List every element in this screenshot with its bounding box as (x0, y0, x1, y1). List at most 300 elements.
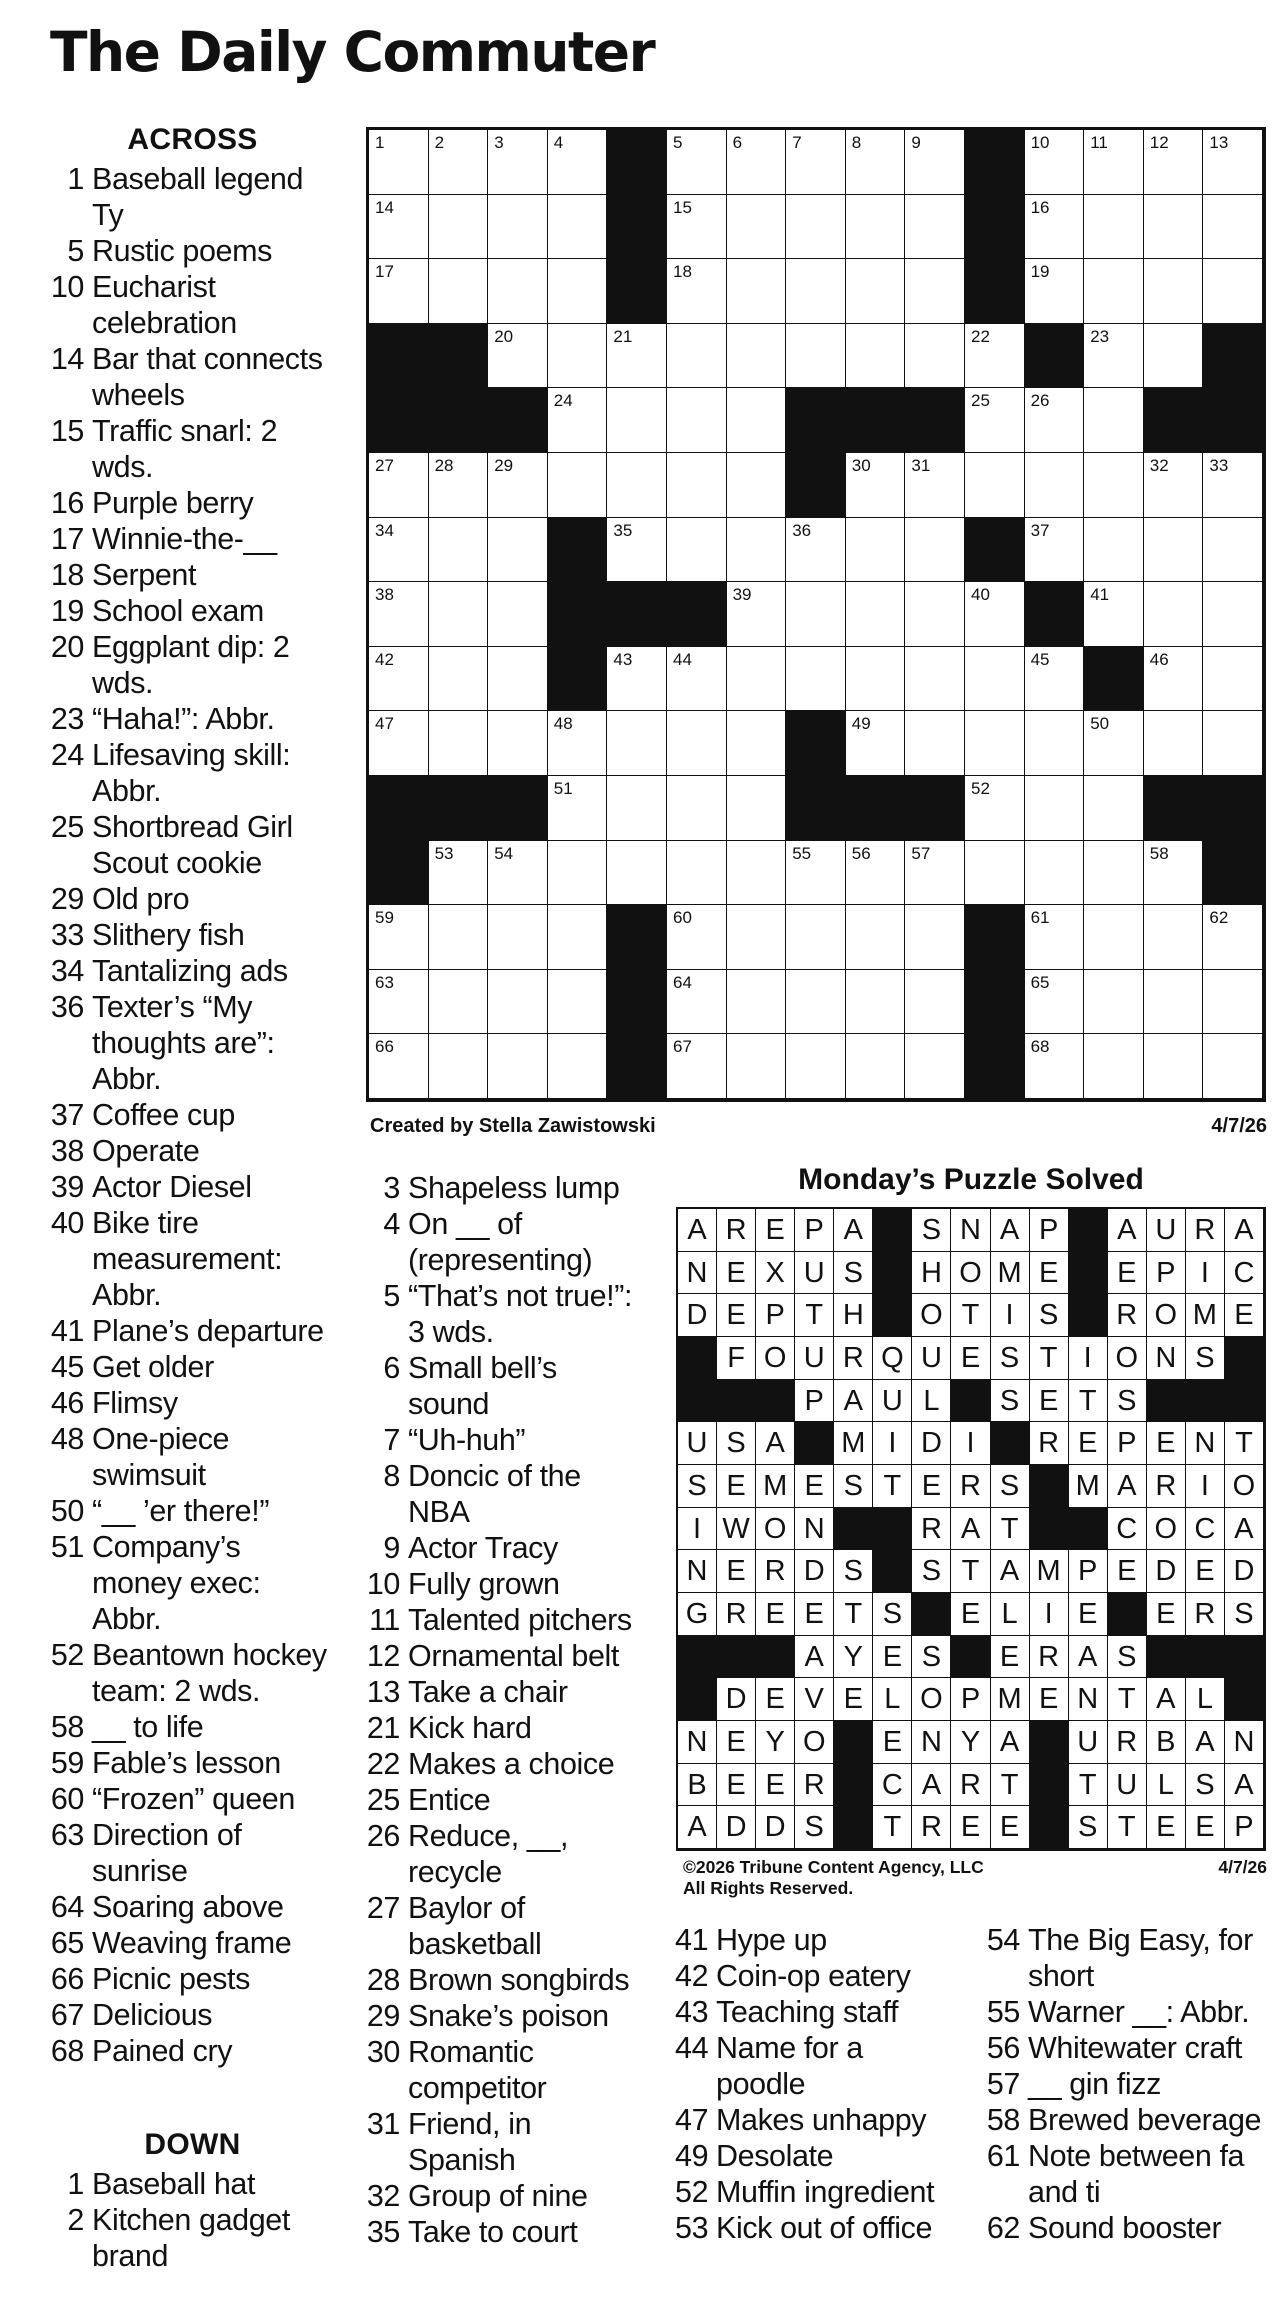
grid-cell[interactable] (369, 905, 429, 970)
grid-cell[interactable] (727, 841, 787, 906)
grid-cell[interactable] (1144, 324, 1204, 389)
across-clue-41[interactable] (48, 1313, 358, 1349)
clue-text-line (358, 1206, 658, 1242)
clue-text: Fable’s lesson (92, 1746, 281, 1780)
across-clue-37[interactable] (48, 1097, 358, 1133)
down-clue-26[interactable] (358, 1818, 658, 1890)
grid-cell[interactable] (548, 259, 608, 324)
grid-cell[interactable] (1084, 1034, 1144, 1099)
grid-cell[interactable] (846, 582, 906, 647)
solution-block (834, 1508, 873, 1551)
across-clue-65[interactable] (48, 1925, 358, 1961)
grid-cell[interactable] (488, 582, 548, 647)
clue-text: Friend, in (408, 2107, 532, 2141)
across-clue-5[interactable] (48, 233, 358, 269)
grid-cell[interactable] (905, 453, 965, 518)
clue-text: Muffin ingredient (716, 2175, 935, 2209)
grid-cell[interactable] (1203, 1034, 1263, 1099)
grid-cell[interactable] (667, 711, 727, 776)
down-clue-52[interactable] (675, 2174, 980, 2210)
grid-cell[interactable] (786, 647, 846, 712)
grid-cell[interactable] (548, 130, 608, 195)
down-clue-27[interactable] (358, 1890, 658, 1962)
solution-cell: E (873, 1636, 912, 1679)
grid-cell[interactable] (1203, 647, 1263, 712)
down-clue-42[interactable] (675, 1958, 980, 1994)
grid-cell[interactable] (1084, 776, 1144, 841)
down-clue-25[interactable] (358, 1782, 658, 1818)
grid-cell[interactable] (429, 259, 489, 324)
solution-cell: E (795, 1465, 834, 1508)
solution-cell: E (717, 1550, 756, 1593)
grid-cell[interactable] (1144, 518, 1204, 583)
grid-cell[interactable] (727, 582, 787, 647)
grid-cell[interactable] (1084, 259, 1144, 324)
grid-cell[interactable] (1084, 195, 1144, 260)
grid-cell[interactable] (667, 647, 727, 712)
grid-cell[interactable] (846, 453, 906, 518)
grid-cell[interactable] (1144, 130, 1204, 195)
grid-cell[interactable] (846, 711, 906, 776)
across-clue-33[interactable] (48, 917, 358, 953)
grid-cell[interactable] (548, 711, 608, 776)
down-clue-53[interactable] (675, 2210, 980, 2246)
down-clue-13[interactable] (358, 1674, 658, 1710)
grid-cell[interactable] (548, 841, 608, 906)
grid-cell[interactable] (905, 647, 965, 712)
grid-cell[interactable] (965, 324, 1025, 389)
grid-cell[interactable] (786, 130, 846, 195)
across-clue-67[interactable] (48, 1997, 358, 2033)
across-clue-63[interactable] (48, 1817, 358, 1889)
grid-cell-number: 44 (673, 649, 692, 669)
solution-block (1069, 1294, 1108, 1337)
grid-cell[interactable] (1203, 970, 1263, 1035)
grid-cell[interactable] (607, 388, 667, 453)
grid-cell[interactable] (905, 259, 965, 324)
grid-cell[interactable] (369, 647, 429, 712)
grid-cell[interactable] (905, 324, 965, 389)
down-clue-22[interactable] (358, 1746, 658, 1782)
grid-cell[interactable] (548, 1034, 608, 1099)
grid-cell[interactable] (548, 195, 608, 260)
solution-cell: P (1030, 1209, 1069, 1252)
grid-cell[interactable] (727, 1034, 787, 1099)
across-clue-36[interactable] (48, 989, 358, 1097)
grid-cell[interactable] (846, 647, 906, 712)
grid-cell[interactable] (607, 647, 667, 712)
down-clue-41[interactable] (675, 1922, 980, 1958)
grid-cell[interactable] (1203, 259, 1263, 324)
grid-cell[interactable] (548, 388, 608, 453)
grid-cell[interactable] (905, 130, 965, 195)
down-clue-10[interactable] (358, 1566, 658, 1602)
grid-cell[interactable] (965, 388, 1025, 453)
down-clue-21[interactable] (358, 1710, 658, 1746)
grid-cell[interactable] (607, 324, 667, 389)
grid-cell[interactable] (429, 970, 489, 1035)
solution-cell: R (717, 1593, 756, 1636)
grid-cell[interactable] (667, 518, 727, 583)
grid-cell[interactable] (786, 324, 846, 389)
grid-cell[interactable] (488, 324, 548, 389)
grid-cell[interactable] (727, 647, 787, 712)
across-clue-15[interactable] (48, 413, 358, 485)
grid-cell[interactable] (607, 776, 667, 841)
grid-cell[interactable] (1084, 582, 1144, 647)
grid-cell[interactable] (1084, 130, 1144, 195)
across-clue-38[interactable] (48, 1133, 358, 1169)
down-clue-44[interactable] (675, 2030, 980, 2102)
down-clue-5[interactable] (358, 1278, 658, 1350)
down-clue-47[interactable] (675, 2102, 980, 2138)
grid-cell[interactable] (727, 259, 787, 324)
grid-cell[interactable] (727, 776, 787, 841)
grid-cell[interactable] (965, 841, 1025, 906)
solution-cell: P (951, 1678, 990, 1721)
grid-cell[interactable] (488, 453, 548, 518)
down-clue-54[interactable] (984, 1922, 1284, 1994)
down-clue-12[interactable] (358, 1638, 658, 1674)
across-clue-45[interactable] (48, 1349, 358, 1385)
across-clue-16[interactable] (48, 485, 358, 521)
down-clue-31[interactable] (358, 2106, 658, 2178)
grid-cell[interactable] (786, 970, 846, 1035)
grid-cell[interactable] (727, 195, 787, 260)
grid-cell[interactable] (1144, 905, 1204, 970)
grid-cell[interactable] (846, 130, 906, 195)
clue-text-line (675, 1922, 980, 1958)
grid-cell[interactable] (905, 905, 965, 970)
grid-cell[interactable] (965, 776, 1025, 841)
grid-cell[interactable] (786, 905, 846, 970)
grid-cell[interactable] (846, 1034, 906, 1099)
grid-block (667, 582, 727, 647)
across-clue-40[interactable] (48, 1205, 358, 1313)
across-clue-58[interactable] (48, 1709, 358, 1745)
grid-cell[interactable] (965, 582, 1025, 647)
across-clue-19[interactable] (48, 593, 358, 629)
grid-cell[interactable] (1203, 711, 1263, 776)
across-clue-59[interactable] (48, 1745, 358, 1781)
grid-cell[interactable] (905, 1034, 965, 1099)
grid-cell[interactable] (1084, 324, 1144, 389)
clue-text-line (48, 1493, 358, 1529)
solution-block (1069, 1209, 1108, 1252)
grid-block (905, 388, 965, 453)
grid-cell[interactable] (846, 324, 906, 389)
grid-cell[interactable] (1203, 453, 1263, 518)
grid-cell[interactable] (1144, 711, 1204, 776)
grid-cell[interactable] (727, 905, 787, 970)
grid-cell[interactable] (1025, 711, 1085, 776)
grid-cell[interactable] (667, 1034, 727, 1099)
down-clue-3[interactable] (358, 1170, 658, 1206)
down-clue-55[interactable] (984, 1994, 1284, 2030)
grid-cell[interactable] (667, 970, 727, 1035)
grid-cell[interactable] (607, 518, 667, 583)
grid-cell[interactable] (786, 259, 846, 324)
grid-cell[interactable] (1144, 647, 1204, 712)
across-clue-66[interactable] (48, 1961, 358, 1997)
grid-cell[interactable] (1025, 195, 1085, 260)
grid-cell[interactable] (905, 841, 965, 906)
grid-cell[interactable] (488, 1034, 548, 1099)
grid-cell[interactable] (727, 324, 787, 389)
grid-cell[interactable] (965, 453, 1025, 518)
grid-cell[interactable] (667, 388, 727, 453)
grid-cell[interactable] (667, 776, 727, 841)
grid-cell[interactable] (667, 195, 727, 260)
down-clue-57[interactable] (984, 2066, 1284, 2102)
down-clue-29[interactable] (358, 1998, 658, 2034)
across-clue-1[interactable] (48, 161, 358, 233)
grid-cell[interactable] (1203, 195, 1263, 260)
solution-cell: S (795, 1806, 834, 1849)
grid-cell[interactable] (786, 841, 846, 906)
grid-cell[interactable] (369, 130, 429, 195)
grid-cell[interactable] (1144, 582, 1204, 647)
across-clue-46[interactable] (48, 1385, 358, 1421)
grid-cell[interactable] (786, 518, 846, 583)
grid-cell[interactable] (786, 195, 846, 260)
grid-cell[interactable] (667, 453, 727, 518)
grid-cell[interactable] (1084, 711, 1144, 776)
grid-cell[interactable] (1203, 518, 1263, 583)
across-clue-51[interactable] (48, 1529, 358, 1637)
grid-cell[interactable] (1144, 970, 1204, 1035)
grid-cell[interactable] (488, 518, 548, 583)
clue-text-line: thoughts are”: (92, 1026, 275, 1060)
grid-cell[interactable] (667, 130, 727, 195)
grid-cell[interactable] (607, 453, 667, 518)
grid-cell[interactable] (488, 259, 548, 324)
grid-cell[interactable] (1025, 647, 1085, 712)
down-clue-35[interactable] (358, 2214, 658, 2250)
clue-text-line (48, 917, 358, 953)
clue-number: 17 (50, 522, 84, 556)
down-clue-6[interactable] (358, 1350, 658, 1422)
grid-cell[interactable] (667, 324, 727, 389)
across-clue-10[interactable] (48, 269, 358, 341)
grid-cell[interactable] (1025, 453, 1085, 518)
grid-cell[interactable] (965, 711, 1025, 776)
grid-cell[interactable] (1084, 388, 1144, 453)
grid-cell[interactable] (369, 518, 429, 583)
grid-cell[interactable] (1025, 905, 1085, 970)
grid-cell[interactable] (1025, 841, 1085, 906)
grid-cell[interactable] (1025, 518, 1085, 583)
grid-cell[interactable] (1203, 130, 1263, 195)
grid-cell[interactable] (1025, 970, 1085, 1035)
solution-cell: O (1147, 1294, 1186, 1337)
grid-cell[interactable] (369, 453, 429, 518)
clue-text: Baylor of (408, 1891, 525, 1925)
grid-cell[interactable] (1084, 841, 1144, 906)
grid-block (607, 970, 667, 1035)
grid-cell[interactable] (727, 130, 787, 195)
grid-cell[interactable] (1025, 1034, 1085, 1099)
clue-text: Warner __: Abbr. (1028, 1995, 1250, 2029)
grid-cell[interactable] (488, 711, 548, 776)
grid-block (548, 518, 608, 583)
down-clue-62[interactable] (984, 2210, 1284, 2246)
grid-cell[interactable] (429, 647, 489, 712)
grid-cell[interactable] (369, 195, 429, 260)
across-clue-60[interactable] (48, 1781, 358, 1817)
across-clue-25[interactable] (48, 809, 358, 881)
grid-cell[interactable] (1144, 453, 1204, 518)
grid-cell[interactable] (488, 841, 548, 906)
grid-cell[interactable] (727, 711, 787, 776)
down-clue-11[interactable] (358, 1602, 658, 1638)
grid-cell[interactable] (727, 518, 787, 583)
across-clue-50[interactable] (48, 1493, 358, 1529)
down-clue-28[interactable] (358, 1962, 658, 1998)
grid-cell[interactable] (548, 453, 608, 518)
grid-cell-number: 50 (1090, 714, 1110, 734)
grid-cell[interactable] (548, 776, 608, 841)
grid-cell-number: 60 (673, 908, 692, 928)
down-clue-56[interactable] (984, 2030, 1284, 2066)
grid-cell[interactable] (488, 905, 548, 970)
grid-cell[interactable] (429, 1034, 489, 1099)
across-clue-14[interactable] (48, 341, 358, 413)
clue-text-line (48, 1925, 358, 1961)
grid-cell[interactable] (727, 388, 787, 453)
grid-cell[interactable] (846, 195, 906, 260)
grid-cell[interactable] (1025, 388, 1085, 453)
grid-cell[interactable] (905, 518, 965, 583)
grid-cell[interactable] (429, 841, 489, 906)
down-clue-8[interactable] (358, 1458, 658, 1530)
clue-text: Soaring above (92, 1890, 284, 1924)
grid-cell[interactable] (1084, 518, 1144, 583)
grid-cell[interactable] (369, 259, 429, 324)
clue-text-line: basketball (408, 1927, 542, 1961)
down-clue-32[interactable] (358, 2178, 658, 2214)
grid-cell[interactable] (786, 582, 846, 647)
grid-cell[interactable] (965, 647, 1025, 712)
down-clue-1[interactable] (48, 2166, 358, 2202)
solution-block (1030, 1508, 1069, 1551)
across-clue-68[interactable] (48, 2033, 358, 2069)
grid-cell[interactable] (846, 841, 906, 906)
grid-cell[interactable] (1144, 841, 1204, 906)
grid-cell[interactable] (727, 453, 787, 518)
down-clue-49[interactable] (675, 2138, 980, 2174)
down-clue-43[interactable] (675, 1994, 980, 2030)
grid-cell[interactable] (1203, 905, 1263, 970)
grid-cell[interactable] (1025, 259, 1085, 324)
solution-cell: T (873, 1465, 912, 1508)
grid-cell[interactable] (905, 711, 965, 776)
grid-cell[interactable] (1144, 259, 1204, 324)
grid-cell[interactable] (548, 324, 608, 389)
grid-cell[interactable] (846, 518, 906, 583)
grid-cell[interactable] (1084, 970, 1144, 1035)
across-clue-39[interactable] (48, 1169, 358, 1205)
grid-cell[interactable] (369, 970, 429, 1035)
grid-cell[interactable] (488, 970, 548, 1035)
down-clue-2[interactable] (48, 2202, 358, 2274)
grid-cell[interactable] (488, 130, 548, 195)
across-clue-18[interactable] (48, 557, 358, 593)
across-clue-29[interactable] (48, 881, 358, 917)
grid-cell[interactable] (846, 259, 906, 324)
across-clue-20[interactable] (48, 629, 358, 701)
grid-cell[interactable] (429, 518, 489, 583)
grid-cell[interactable] (429, 195, 489, 260)
down-clue-9[interactable] (358, 1530, 658, 1566)
grid-cell[interactable] (667, 905, 727, 970)
down-clue-61[interactable] (984, 2138, 1284, 2210)
grid-cell[interactable] (369, 711, 429, 776)
grid-cell[interactable] (1144, 1034, 1204, 1099)
across-clue-17[interactable] (48, 521, 358, 557)
grid-cell[interactable] (846, 905, 906, 970)
grid-cell[interactable] (548, 905, 608, 970)
grid-cell[interactable] (607, 841, 667, 906)
clue-number: 58 (986, 2103, 1020, 2137)
grid-cell[interactable] (727, 970, 787, 1035)
crossword-grid[interactable] (366, 127, 1266, 1102)
grid-cell[interactable] (1084, 905, 1144, 970)
grid-cell[interactable] (369, 582, 429, 647)
grid-cell[interactable] (1025, 130, 1085, 195)
grid-cell[interactable] (429, 453, 489, 518)
clue-text: __ to life (92, 1710, 204, 1744)
across-clue-48[interactable] (48, 1421, 358, 1493)
down-clue-58[interactable] (984, 2102, 1284, 2138)
across-clue-34[interactable] (48, 953, 358, 989)
grid-cell[interactable] (905, 970, 965, 1035)
grid-cell[interactable] (429, 905, 489, 970)
solution-cell: E (1108, 1550, 1147, 1593)
across-clue-52[interactable] (48, 1637, 358, 1709)
grid-cell[interactable] (1084, 453, 1144, 518)
grid-cell[interactable] (429, 130, 489, 195)
grid-cell[interactable] (1025, 776, 1085, 841)
across-clue-23[interactable] (48, 701, 358, 737)
solution-grid (676, 1207, 1266, 1851)
grid-cell[interactable] (786, 1034, 846, 1099)
down-clue-4[interactable] (358, 1206, 658, 1278)
clue-text-line (48, 1889, 358, 1925)
grid-cell[interactable] (369, 1034, 429, 1099)
down-clue-30[interactable] (358, 2034, 658, 2106)
grid-cell[interactable] (488, 195, 548, 260)
grid-cell[interactable] (607, 711, 667, 776)
grid-cell[interactable] (488, 647, 548, 712)
grid-cell[interactable] (667, 841, 727, 906)
grid-cell[interactable] (548, 970, 608, 1035)
clue-text-line (48, 593, 358, 629)
grid-cell[interactable] (667, 259, 727, 324)
grid-cell[interactable] (846, 970, 906, 1035)
solution-cell: C (1108, 1508, 1147, 1551)
grid-cell[interactable] (1144, 195, 1204, 260)
grid-cell[interactable] (905, 582, 965, 647)
grid-cell[interactable] (905, 195, 965, 260)
across-clue-64[interactable] (48, 1889, 358, 1925)
across-clue-24[interactable] (48, 737, 358, 809)
down-clue-7[interactable] (358, 1422, 658, 1458)
grid-cell[interactable] (1203, 582, 1263, 647)
grid-cell[interactable] (429, 582, 489, 647)
solution-cell: A (912, 1764, 951, 1807)
grid-cell[interactable] (429, 711, 489, 776)
